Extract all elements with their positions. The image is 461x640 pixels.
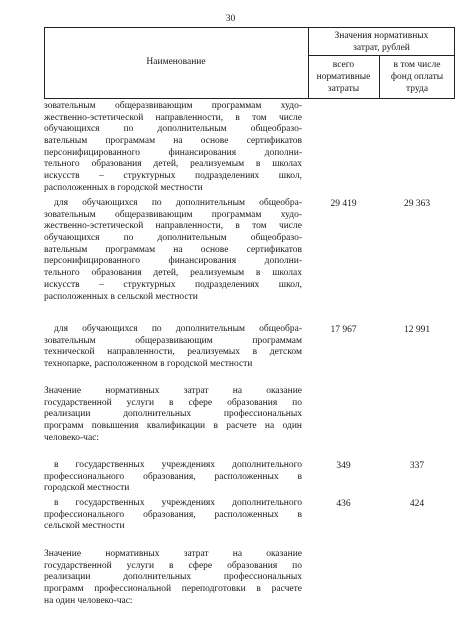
row-text xyxy=(44,198,302,303)
header-payroll-line: фонд оплаты xyxy=(390,72,444,82)
header-name-label: Наименование xyxy=(146,57,206,67)
text-line: технической направленности, реализуемых в детском xyxy=(44,347,302,358)
table-header xyxy=(44,27,455,99)
text-line: жественно-эстетической направленности, в том числе xyxy=(44,221,302,232)
row-total-value: 29 419 xyxy=(330,199,357,209)
text-line: в государственных учреждениях дополнительного xyxy=(54,498,302,508)
row-text xyxy=(44,324,302,371)
header-payroll-column xyxy=(379,59,455,95)
text-line: профессионального образования, расположенных в xyxy=(44,471,302,482)
header-payroll-line: в том числе xyxy=(393,60,441,70)
header-total-line: всего xyxy=(332,60,355,70)
text-line: зовательным общеразвивающим программам xyxy=(44,335,302,346)
text-line: тельного образования детей, реализуемым в школах xyxy=(44,159,302,170)
text-line: персонифицированного финансирования дополни- xyxy=(44,147,302,158)
row-total-value: 17 967 xyxy=(330,325,357,335)
row-total-value: 436 xyxy=(336,499,351,509)
text-line: тельного образования детей, реализуемым в школах xyxy=(44,268,302,279)
text-line: расположенных в сельской местности xyxy=(44,291,198,302)
header-total-line: затраты xyxy=(327,84,360,94)
text-line: государственной услуги в сфере образования по xyxy=(44,397,302,408)
header-bottom-rule xyxy=(44,98,455,99)
header-total-column xyxy=(308,59,379,95)
header-norm-costs-line: Значения нормативных xyxy=(334,31,429,41)
text-line: на один человеко-час: xyxy=(44,595,133,606)
text-line: для обучающихся по дополнительным общеобра- xyxy=(54,324,302,334)
text-line: городской местности xyxy=(44,483,130,494)
text-line: искусств – структурных подразделениях школ, xyxy=(44,171,302,182)
text-line: Значение нормативных затрат на оказание xyxy=(44,549,302,559)
text-line: зовательным общеразвивающим программам худо- xyxy=(44,101,302,111)
text-line: жественно-эстетической направленности, в том числе xyxy=(44,112,302,123)
text-line: обучающихся по дополнительным общеобразо- xyxy=(44,233,302,244)
header-top-rule xyxy=(44,27,455,28)
row-payroll-value: 424 xyxy=(409,499,425,509)
row-payroll-value: 12 991 xyxy=(403,325,431,335)
text-line: вательным программам на основе сертификатов xyxy=(44,136,302,147)
text-line: реализации дополнительных профессиональных xyxy=(44,409,302,420)
row-payroll-value: 337 xyxy=(409,461,425,471)
text-line: для обучающихся по дополнительным общеобра- xyxy=(54,198,302,208)
text-line: персонифицированного финансирования дополни- xyxy=(44,256,302,267)
header-payroll-line: труда xyxy=(405,84,429,94)
text-line: технопарке, расположенном в городской местности xyxy=(44,359,253,370)
header-mid-rule xyxy=(308,55,455,56)
row-total-value: 349 xyxy=(336,461,351,471)
text-line: государственной услуги в сфере образования по xyxy=(44,560,302,571)
text-line: сельской местности xyxy=(44,521,125,532)
page-number: 30 xyxy=(225,14,236,24)
header-norm-costs-line: затрат, рублей xyxy=(353,43,410,53)
row-text xyxy=(44,101,302,195)
text-line: реализации дополнительных профессиональных xyxy=(44,572,302,583)
text-line: программ профессиональной переподготовки в расчете xyxy=(44,584,302,595)
text-line: Значение нормативных затрат на оказание xyxy=(44,386,302,396)
text-line: расположенных в городской местности xyxy=(44,182,203,193)
text-line: программ повышения квалификации в расчете на один xyxy=(44,421,302,432)
text-line: искусств – структурных подразделениях школ, xyxy=(44,279,302,290)
header-total-line: нормативные xyxy=(316,72,371,82)
row-text xyxy=(44,386,302,444)
row-payroll-value: 29 363 xyxy=(403,199,431,209)
text-line: в государственных учреждениях дополнительного xyxy=(54,460,302,470)
text-line: вательным программам на основе сертификатов xyxy=(44,244,302,255)
row-text xyxy=(44,498,302,533)
text-line: зовательным общеразвивающим программам худо- xyxy=(44,209,302,220)
header-norm-costs xyxy=(308,30,455,54)
header-name-column xyxy=(44,56,308,68)
text-line: профессионального образования, расположенных в xyxy=(44,509,302,520)
text-line: человеко-час: xyxy=(44,432,100,443)
row-text xyxy=(44,460,302,495)
row-text xyxy=(44,549,302,607)
text-line: обучающихся по дополнительным общеобразо- xyxy=(44,124,302,135)
